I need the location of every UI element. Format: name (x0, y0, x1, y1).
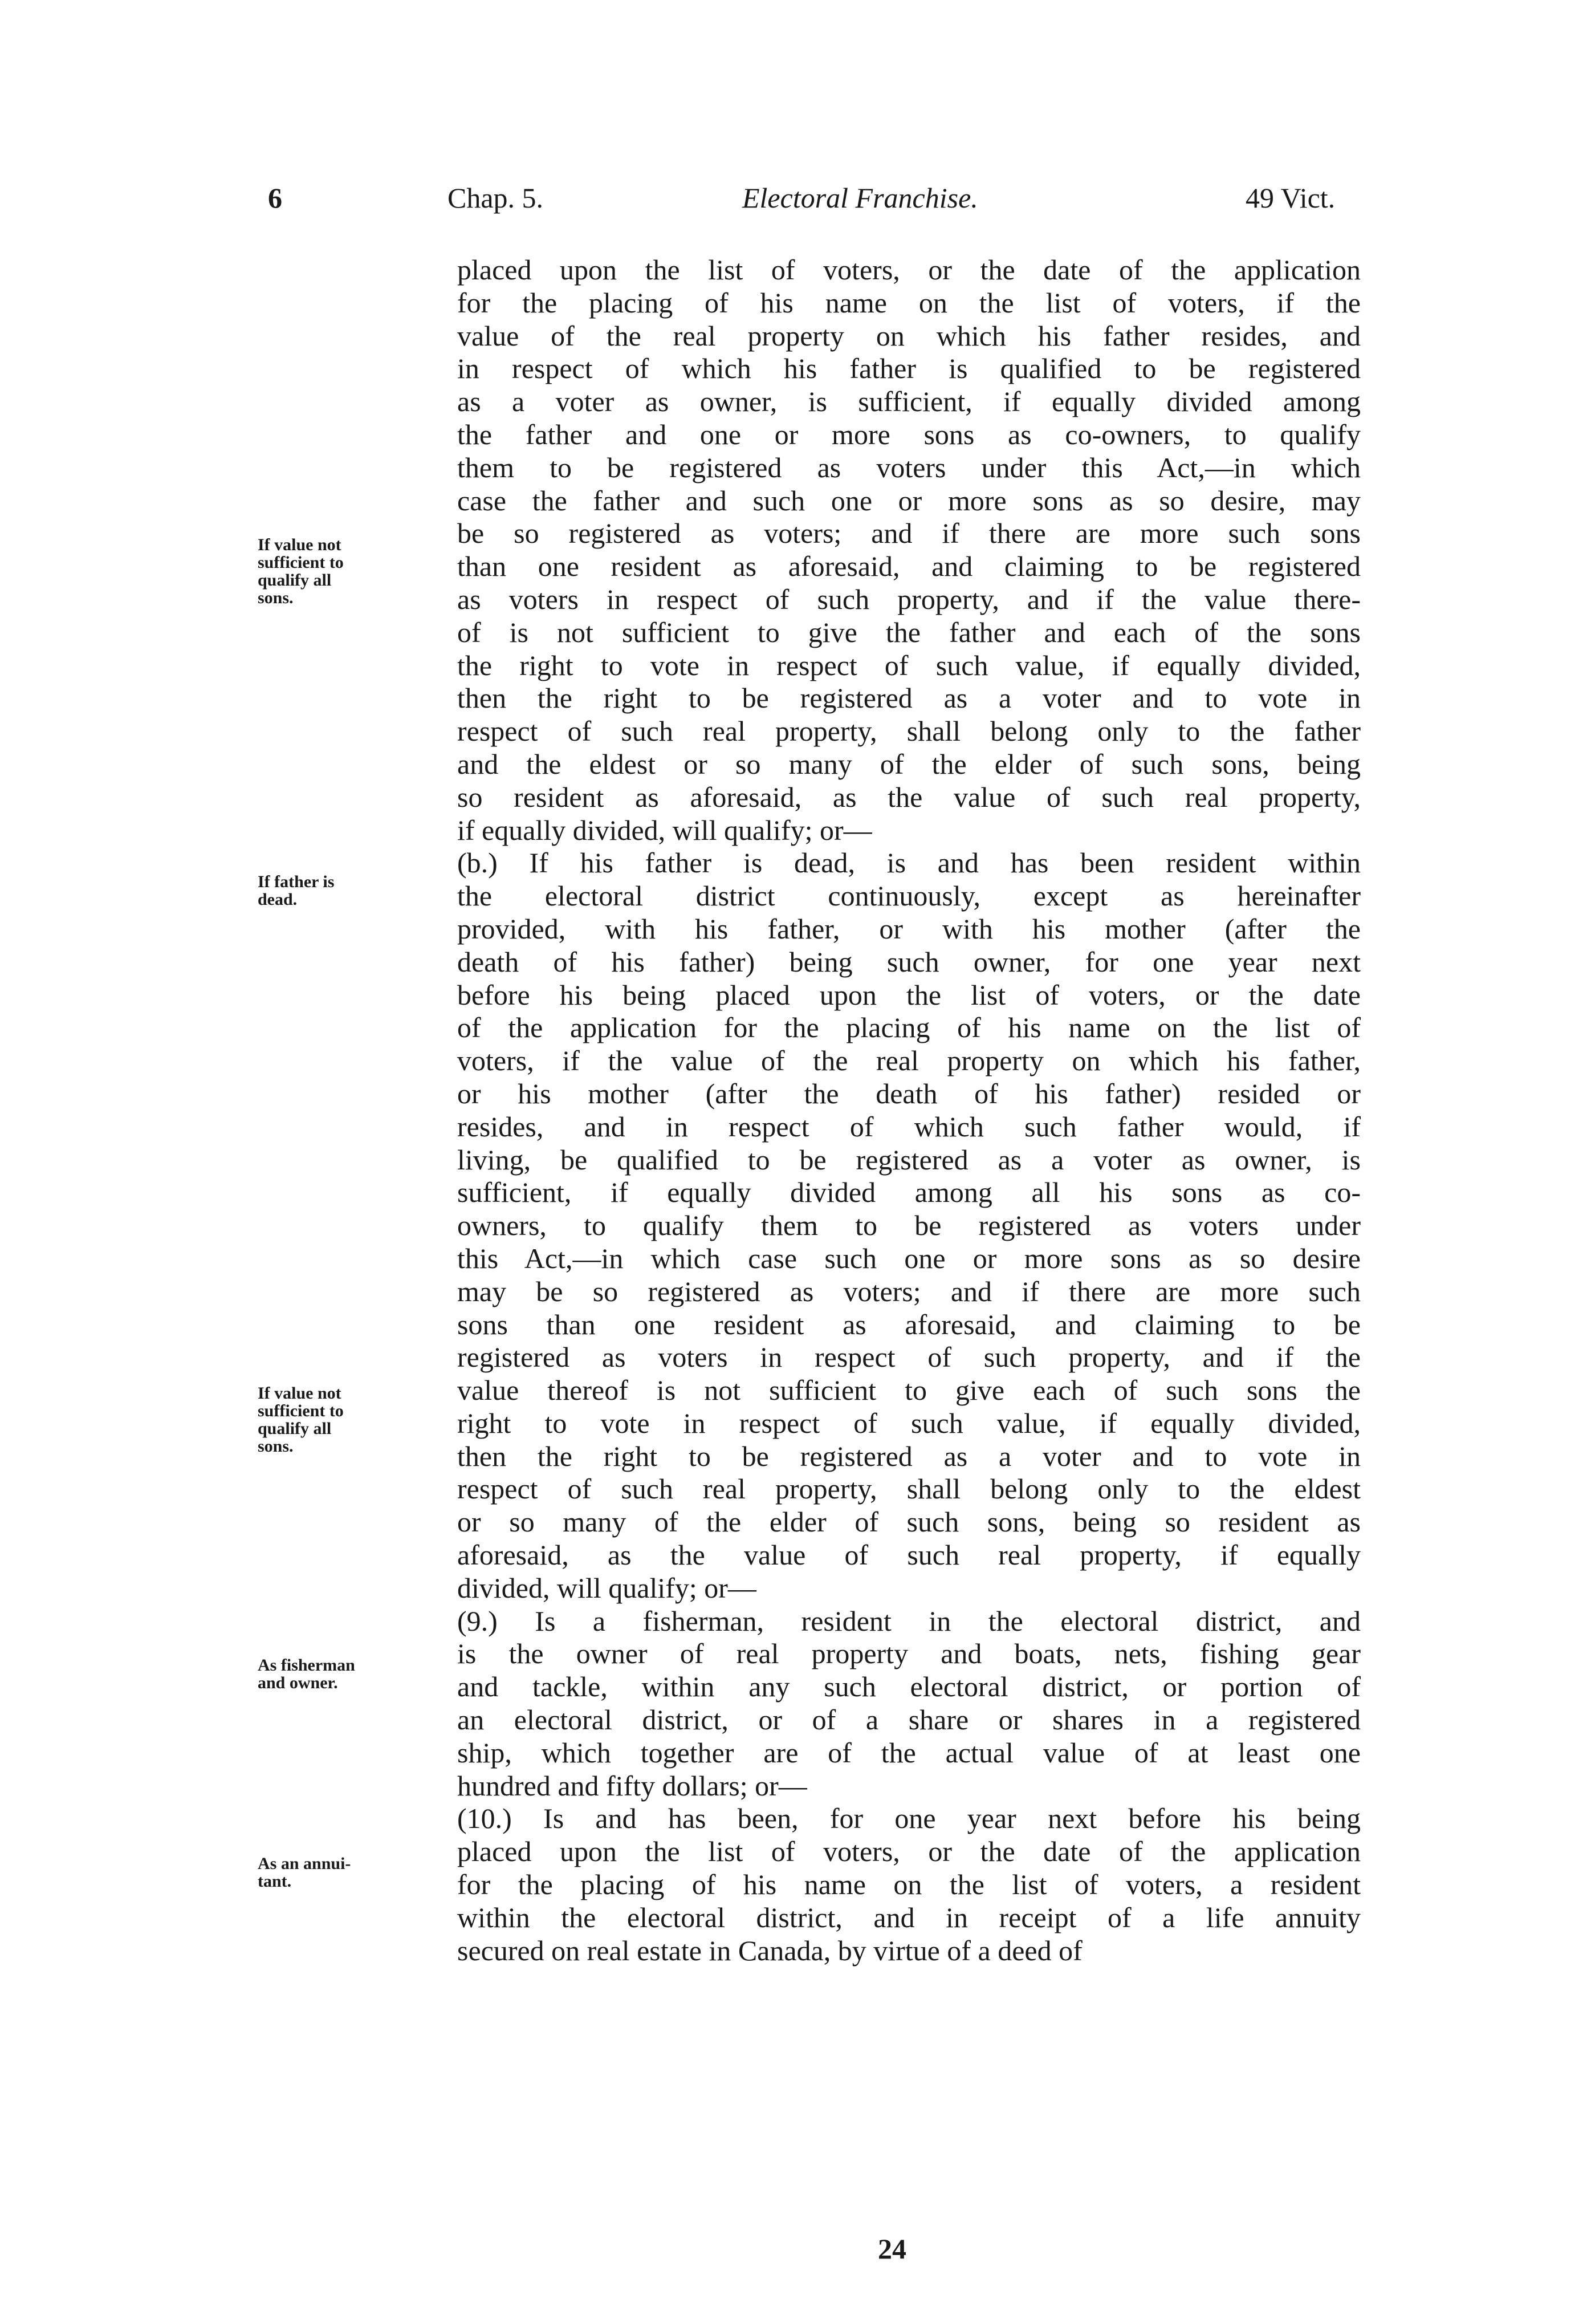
text-line: (b.) If his father is dead, is and has been resident within (457, 847, 1361, 879)
text-line: ship, which together are of the actual value of at least one (457, 1736, 1361, 1769)
running-header (268, 181, 1362, 227)
text-line: the right to vote in respect of such value, if equally divided, (457, 649, 1361, 681)
margin-note-line: sufficient to (258, 553, 344, 572)
text-line: them to be registered as voters under this Act,—in which (457, 451, 1361, 484)
text-line: if equally divided, will qualify; or— (457, 814, 872, 846)
text-line: provided, with his father, or with his mother (after the (457, 912, 1361, 945)
text-line: right to vote in respect of such value, if equally divided, (457, 1407, 1361, 1439)
text-line: secured on real estate in Canada, by virtue of a deed of (457, 1934, 1083, 1967)
margin-note-line: sons. (258, 1437, 294, 1456)
margin-note-line: As fisherman (258, 1656, 355, 1675)
text-line: as a voter as owner, is sufficient, if equally divided among (457, 385, 1361, 418)
text-line: as voters in respect of such property, and if the value there- (457, 583, 1361, 615)
text-line: and the eldest or so many of the elder of such sons, being (457, 747, 1361, 780)
regnal-year: 49 Vict. (1246, 182, 1336, 214)
text-line: for the placing of his name on the list of voters, if the (457, 286, 1361, 319)
chapter-label: Chap. 5. (447, 182, 544, 214)
text-line: case the father and such one or more sons as so desire, may (457, 484, 1361, 517)
text-line: is the owner of real property and boats, nets, fishing gear (457, 1638, 1361, 1670)
text-line: and tackle, within any such electoral district, or portion of (457, 1671, 1361, 1703)
text-line: then the right to be registered as a voter and to vote in (457, 682, 1361, 714)
text-line: so resident as aforesaid, as the value of such real property, (457, 781, 1361, 813)
text-line: within the electoral district, and in receipt of a life annuity (457, 1901, 1361, 1933)
margin-note-line: and owner. (258, 1673, 338, 1692)
text-line: voters, if the value of the real property on which his father, (457, 1045, 1361, 1077)
text-line: may be so registered as voters; and if there are more such (457, 1275, 1361, 1307)
text-line: sufficient, if equally divided among all his sons as co- (457, 1176, 1361, 1209)
text-line: for the placing of his name on the list of voters, a resident (457, 1868, 1361, 1901)
text-line: (9.) Is a fisherman, resident in the electoral district, and (457, 1604, 1361, 1637)
margin-note-line: sons. (258, 588, 294, 607)
text-line: hundred and fifty dollars; or— (457, 1769, 807, 1802)
text-line: divided, will qualify; or— (457, 1571, 756, 1604)
text-line: of is not sufficient to give the father and each of the sons (457, 616, 1361, 648)
text-line: owners, to qualify them to be registered as voters under (457, 1209, 1361, 1242)
text-line: be so registered as voters; and if there are more such sons (457, 517, 1361, 550)
signature-mark: 24 (878, 2233, 906, 2265)
margin-note-father-dead (258, 873, 429, 908)
text-line: living, be qualified to be registered as a voter as owner, is (457, 1143, 1361, 1176)
text-line: than one resident as aforesaid, and claiming to be registered (457, 550, 1361, 583)
margin-note-value-not-sufficient-2 (258, 1384, 429, 1455)
margin-note-line: qualify all (258, 1419, 332, 1438)
margin-note-line: dead. (258, 890, 298, 909)
page-number: 6 (268, 182, 282, 214)
margin-note-value-not-sufficient (258, 536, 429, 607)
text-line: in respect of which his father is qualified to be registered (457, 352, 1361, 385)
text-line: registered as voters in respect of such property, and if the (457, 1341, 1361, 1374)
text-line: sons than one resident as aforesaid, and claiming to be (457, 1308, 1361, 1340)
text-line: this Act,—in which case such one or more sons as so desire (457, 1242, 1361, 1274)
margin-note-line: qualify all (258, 571, 332, 590)
text-line: aforesaid, as the value of such real property, if equally (457, 1539, 1361, 1571)
text-line: value of the real property on which his father resides, and (457, 319, 1361, 352)
margin-note-line: If value not (258, 1384, 341, 1403)
margin-note-line: tant. (258, 1872, 292, 1891)
text-line: respect of such real property, shall belong only to the father (457, 715, 1361, 747)
statute-text (457, 254, 1361, 1967)
text-line: before his being placed upon the list of voters, or the date (457, 978, 1361, 1011)
text-line: the electoral district continuously, except as hereinafter (457, 880, 1361, 912)
margin-note-line: If value not (258, 535, 341, 554)
text-line: placed upon the list of voters, or the date of the application (457, 254, 1361, 286)
text-line: resides, and in respect of which such father would, if (457, 1110, 1361, 1143)
text-line: death of his father) being such owner, for one year next (457, 945, 1361, 978)
text-line: of the application for the placing of his name on the list of (457, 1011, 1361, 1044)
running-title: Electoral Franchise. (742, 182, 978, 214)
margin-note-line: sufficient to (258, 1401, 344, 1420)
text-line: (10.) Is and has been, for one year next before his being (457, 1802, 1361, 1835)
margin-note-fisherman (258, 1656, 429, 1692)
text-line: then the right to be registered as a voter and to vote in (457, 1440, 1361, 1472)
text-line: or so many of the elder of such sons, being so resident as (457, 1506, 1361, 1538)
text-line: respect of such real property, shall belong only to the eldest (457, 1473, 1361, 1505)
margin-note-line: As an annui- (258, 1854, 351, 1873)
margin-note-annuitant (258, 1855, 429, 1890)
text-line: value thereof is not sufficient to give each of such sons the (457, 1374, 1361, 1407)
text-line: placed upon the list of voters, or the date of the application (457, 1835, 1361, 1868)
text-line: an electoral district, or of a share or shares in a registered (457, 1704, 1361, 1736)
margin-note-line: If father is (258, 872, 335, 891)
text-line: or his mother (after the death of his father) resided or (457, 1077, 1361, 1110)
text-line: the father and one or more sons as co-owners, to qualify (457, 418, 1361, 450)
